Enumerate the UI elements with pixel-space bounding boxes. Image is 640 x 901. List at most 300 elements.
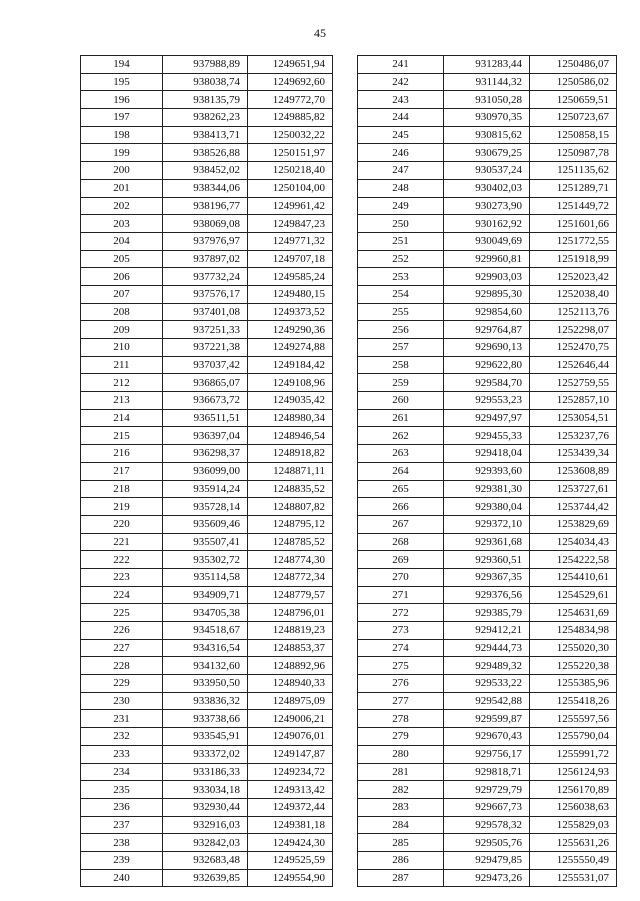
point-number-cell: 224 xyxy=(81,586,163,604)
x-coordinate-cell: 929533,22 xyxy=(444,675,530,693)
x-coordinate-cell: 929553,23 xyxy=(444,392,530,410)
y-coordinate-cell: 1254410,61 xyxy=(530,568,617,586)
table-row xyxy=(81,56,333,74)
x-coordinate-cell: 929542,88 xyxy=(444,692,530,710)
x-coordinate-cell: 930049,69 xyxy=(444,232,530,250)
x-coordinate-cell: 929380,04 xyxy=(444,498,530,516)
table-row xyxy=(358,604,617,622)
x-coordinate-cell: 934518,67 xyxy=(163,622,248,640)
y-coordinate-cell: 1249525,59 xyxy=(248,851,333,869)
y-coordinate-cell: 1249554,90 xyxy=(248,869,333,887)
x-coordinate-cell: 929393,60 xyxy=(444,462,530,480)
table-row xyxy=(358,409,617,427)
y-coordinate-cell: 1249707,18 xyxy=(248,250,333,268)
table-row xyxy=(358,657,617,675)
point-number-cell: 254 xyxy=(358,285,444,303)
x-coordinate-cell: 933545,91 xyxy=(163,728,248,746)
table-row xyxy=(358,781,617,799)
table-row xyxy=(358,586,617,604)
y-coordinate-cell: 1252298,07 xyxy=(530,321,617,339)
x-coordinate-cell: 930679,25 xyxy=(444,144,530,162)
x-coordinate-cell: 929385,79 xyxy=(444,604,530,622)
x-coordinate-cell: 933372,02 xyxy=(163,745,248,763)
table-row xyxy=(358,568,617,586)
x-coordinate-cell: 929497,97 xyxy=(444,409,530,427)
x-coordinate-cell: 929960,81 xyxy=(444,250,530,268)
y-coordinate-cell: 1248918,82 xyxy=(248,445,333,463)
x-coordinate-cell: 938038,74 xyxy=(163,73,248,91)
x-coordinate-cell: 930273,90 xyxy=(444,197,530,215)
point-number-cell: 195 xyxy=(81,73,163,91)
y-coordinate-cell: 1249885,82 xyxy=(248,109,333,127)
y-coordinate-cell: 1252470,75 xyxy=(530,339,617,357)
x-coordinate-cell: 934909,71 xyxy=(163,586,248,604)
table-row xyxy=(358,268,617,286)
x-coordinate-cell: 937988,89 xyxy=(163,56,248,74)
point-number-cell: 196 xyxy=(81,91,163,109)
x-coordinate-cell: 937251,33 xyxy=(163,321,248,339)
y-coordinate-cell: 1248871,11 xyxy=(248,462,333,480)
table-row xyxy=(81,409,333,427)
y-coordinate-cell: 1252646,44 xyxy=(530,356,617,374)
table-row xyxy=(81,816,333,834)
table-row xyxy=(81,91,333,109)
point-number-cell: 284 xyxy=(358,816,444,834)
point-number-cell: 213 xyxy=(81,392,163,410)
y-coordinate-cell: 1254834,98 xyxy=(530,622,617,640)
table-row xyxy=(358,480,617,498)
x-coordinate-cell: 932930,44 xyxy=(163,798,248,816)
point-number-cell: 197 xyxy=(81,109,163,127)
y-coordinate-cell: 1255631,26 xyxy=(530,834,617,852)
x-coordinate-cell: 929667,73 xyxy=(444,798,530,816)
x-coordinate-cell: 936099,00 xyxy=(163,462,248,480)
y-coordinate-cell: 1250987,78 xyxy=(530,144,617,162)
point-number-cell: 272 xyxy=(358,604,444,622)
table-row xyxy=(358,710,617,728)
table-row xyxy=(358,144,617,162)
x-coordinate-cell: 934316,54 xyxy=(163,639,248,657)
y-coordinate-cell: 1248892,96 xyxy=(248,657,333,675)
point-number-cell: 203 xyxy=(81,215,163,233)
point-number-cell: 200 xyxy=(81,162,163,180)
table-row xyxy=(358,321,617,339)
y-coordinate-cell: 1249184,42 xyxy=(248,356,333,374)
point-number-cell: 277 xyxy=(358,692,444,710)
table-row xyxy=(81,869,333,887)
point-number-cell: 214 xyxy=(81,409,163,427)
point-number-cell: 229 xyxy=(81,675,163,693)
point-number-cell: 235 xyxy=(81,781,163,799)
y-coordinate-cell: 1250486,07 xyxy=(530,56,617,74)
table-row xyxy=(81,162,333,180)
y-coordinate-cell: 1250723,67 xyxy=(530,109,617,127)
table-row xyxy=(358,356,617,374)
y-coordinate-cell: 1248853,37 xyxy=(248,639,333,657)
x-coordinate-cell: 929381,30 xyxy=(444,480,530,498)
x-coordinate-cell: 935114,58 xyxy=(163,568,248,586)
point-number-cell: 257 xyxy=(358,339,444,357)
point-number-cell: 207 xyxy=(81,285,163,303)
x-coordinate-cell: 929455,33 xyxy=(444,427,530,445)
y-coordinate-cell: 1250858,15 xyxy=(530,126,617,144)
y-coordinate-cell: 1248772,34 xyxy=(248,568,333,586)
x-coordinate-cell: 933950,50 xyxy=(163,675,248,693)
point-number-cell: 219 xyxy=(81,498,163,516)
table-row xyxy=(358,745,617,763)
x-coordinate-cell: 930815,62 xyxy=(444,126,530,144)
x-coordinate-cell: 937401,08 xyxy=(163,303,248,321)
y-coordinate-cell: 1248835,52 xyxy=(248,480,333,498)
table-row xyxy=(81,356,333,374)
table-row xyxy=(358,675,617,693)
point-number-cell: 221 xyxy=(81,533,163,551)
y-coordinate-cell: 1252038,40 xyxy=(530,285,617,303)
point-number-cell: 231 xyxy=(81,710,163,728)
point-number-cell: 267 xyxy=(358,515,444,533)
y-coordinate-cell: 1248774,30 xyxy=(248,551,333,569)
table-row xyxy=(81,763,333,781)
point-number-cell: 230 xyxy=(81,692,163,710)
point-number-cell: 271 xyxy=(358,586,444,604)
table-row xyxy=(358,728,617,746)
x-coordinate-cell: 929599,87 xyxy=(444,710,530,728)
table-row xyxy=(81,303,333,321)
table-row xyxy=(358,109,617,127)
table-row xyxy=(358,427,617,445)
table-row xyxy=(358,551,617,569)
x-coordinate-cell: 929895,30 xyxy=(444,285,530,303)
x-coordinate-cell: 937897,02 xyxy=(163,250,248,268)
table-row xyxy=(358,303,617,321)
point-number-cell: 220 xyxy=(81,515,163,533)
table-row xyxy=(358,498,617,516)
point-number-cell: 258 xyxy=(358,356,444,374)
x-coordinate-cell: 938413,71 xyxy=(163,126,248,144)
x-coordinate-cell: 933186,33 xyxy=(163,763,248,781)
table-row xyxy=(81,586,333,604)
y-coordinate-cell: 1255790,04 xyxy=(530,728,617,746)
x-coordinate-cell: 938196,77 xyxy=(163,197,248,215)
point-number-cell: 199 xyxy=(81,144,163,162)
table-row xyxy=(358,462,617,480)
point-number-cell: 283 xyxy=(358,798,444,816)
y-coordinate-cell: 1249076,01 xyxy=(248,728,333,746)
table-row xyxy=(81,710,333,728)
point-number-cell: 259 xyxy=(358,374,444,392)
point-number-cell: 225 xyxy=(81,604,163,622)
table-row xyxy=(81,126,333,144)
point-number-cell: 282 xyxy=(358,781,444,799)
table-row xyxy=(81,498,333,516)
x-coordinate-cell: 929818,71 xyxy=(444,763,530,781)
x-coordinate-cell: 930537,24 xyxy=(444,162,530,180)
x-coordinate-cell: 929854,60 xyxy=(444,303,530,321)
y-coordinate-cell: 1254034,43 xyxy=(530,533,617,551)
x-coordinate-cell: 938452,02 xyxy=(163,162,248,180)
x-coordinate-cell: 931283,44 xyxy=(444,56,530,74)
x-coordinate-cell: 937732,24 xyxy=(163,268,248,286)
point-number-cell: 233 xyxy=(81,745,163,763)
table-row xyxy=(81,197,333,215)
point-number-cell: 246 xyxy=(358,144,444,162)
y-coordinate-cell: 1248940,33 xyxy=(248,675,333,693)
table-row xyxy=(358,834,617,852)
coordinates-table-right xyxy=(357,55,617,887)
point-number-cell: 244 xyxy=(358,109,444,127)
x-coordinate-cell: 929376,56 xyxy=(444,586,530,604)
y-coordinate-cell: 1249692,60 xyxy=(248,73,333,91)
point-number-cell: 270 xyxy=(358,568,444,586)
y-coordinate-cell: 1251918,99 xyxy=(530,250,617,268)
table-row xyxy=(81,639,333,657)
y-coordinate-cell: 1248946,54 xyxy=(248,427,333,445)
y-coordinate-cell: 1250104,00 xyxy=(248,179,333,197)
y-coordinate-cell: 1249373,52 xyxy=(248,303,333,321)
table-row xyxy=(81,834,333,852)
point-number-cell: 201 xyxy=(81,179,163,197)
y-coordinate-cell: 1251289,71 xyxy=(530,179,617,197)
y-coordinate-cell: 1252023,42 xyxy=(530,268,617,286)
point-number-cell: 202 xyxy=(81,197,163,215)
point-number-cell: 262 xyxy=(358,427,444,445)
x-coordinate-cell: 929489,32 xyxy=(444,657,530,675)
point-number-cell: 247 xyxy=(358,162,444,180)
y-coordinate-cell: 1248795,12 xyxy=(248,515,333,533)
point-number-cell: 264 xyxy=(358,462,444,480)
point-number-cell: 286 xyxy=(358,851,444,869)
y-coordinate-cell: 1254222,58 xyxy=(530,551,617,569)
table-row xyxy=(81,781,333,799)
point-number-cell: 275 xyxy=(358,657,444,675)
table-row xyxy=(358,763,617,781)
point-number-cell: 217 xyxy=(81,462,163,480)
point-number-cell: 252 xyxy=(358,250,444,268)
y-coordinate-cell: 1249372,44 xyxy=(248,798,333,816)
point-number-cell: 253 xyxy=(358,268,444,286)
table-row xyxy=(81,179,333,197)
x-coordinate-cell: 929505,76 xyxy=(444,834,530,852)
x-coordinate-cell: 929444,73 xyxy=(444,639,530,657)
table-row xyxy=(81,109,333,127)
x-coordinate-cell: 931050,28 xyxy=(444,91,530,109)
point-number-cell: 276 xyxy=(358,675,444,693)
x-coordinate-cell: 936673,72 xyxy=(163,392,248,410)
point-number-cell: 249 xyxy=(358,197,444,215)
table-row xyxy=(81,392,333,410)
table-row xyxy=(358,445,617,463)
x-coordinate-cell: 936298,37 xyxy=(163,445,248,463)
y-coordinate-cell: 1252759,55 xyxy=(530,374,617,392)
y-coordinate-cell: 1249651,94 xyxy=(248,56,333,74)
x-coordinate-cell: 936397,04 xyxy=(163,427,248,445)
table-row xyxy=(358,91,617,109)
y-coordinate-cell: 1250586,02 xyxy=(530,73,617,91)
x-coordinate-cell: 938526,88 xyxy=(163,144,248,162)
table-row xyxy=(358,639,617,657)
point-number-cell: 278 xyxy=(358,710,444,728)
x-coordinate-cell: 929690,13 xyxy=(444,339,530,357)
y-coordinate-cell: 1253727,61 xyxy=(530,480,617,498)
table-row xyxy=(81,568,333,586)
table-row xyxy=(81,73,333,91)
coordinates-table-left xyxy=(80,55,333,887)
point-number-cell: 211 xyxy=(81,356,163,374)
table-row xyxy=(81,374,333,392)
point-number-cell: 279 xyxy=(358,728,444,746)
point-number-cell: 260 xyxy=(358,392,444,410)
y-coordinate-cell: 1249424,30 xyxy=(248,834,333,852)
table-row xyxy=(358,232,617,250)
x-coordinate-cell: 936511,51 xyxy=(163,409,248,427)
x-coordinate-cell: 935728,14 xyxy=(163,498,248,516)
point-number-cell: 241 xyxy=(358,56,444,74)
y-coordinate-cell: 1253054,51 xyxy=(530,409,617,427)
x-coordinate-cell: 937576,17 xyxy=(163,285,248,303)
point-number-cell: 198 xyxy=(81,126,163,144)
y-coordinate-cell: 1255020,30 xyxy=(530,639,617,657)
table-row xyxy=(81,551,333,569)
x-coordinate-cell: 929361,68 xyxy=(444,533,530,551)
x-coordinate-cell: 937976,97 xyxy=(163,232,248,250)
point-number-cell: 223 xyxy=(81,568,163,586)
y-coordinate-cell: 1249381,18 xyxy=(248,816,333,834)
point-number-cell: 266 xyxy=(358,498,444,516)
point-number-cell: 274 xyxy=(358,639,444,657)
point-number-cell: 236 xyxy=(81,798,163,816)
point-number-cell: 237 xyxy=(81,816,163,834)
y-coordinate-cell: 1253829,69 xyxy=(530,515,617,533)
table-row xyxy=(358,515,617,533)
x-coordinate-cell: 929670,43 xyxy=(444,728,530,746)
y-coordinate-cell: 1248796,01 xyxy=(248,604,333,622)
table-row xyxy=(358,126,617,144)
point-number-cell: 239 xyxy=(81,851,163,869)
table-row xyxy=(358,179,617,197)
table-row xyxy=(358,798,617,816)
table-row xyxy=(81,515,333,533)
point-number-cell: 240 xyxy=(81,869,163,887)
y-coordinate-cell: 1249274,88 xyxy=(248,339,333,357)
y-coordinate-cell: 1251135,62 xyxy=(530,162,617,180)
x-coordinate-cell: 929622,80 xyxy=(444,356,530,374)
point-number-cell: 216 xyxy=(81,445,163,463)
point-number-cell: 250 xyxy=(358,215,444,233)
table-row xyxy=(358,851,617,869)
x-coordinate-cell: 929584,70 xyxy=(444,374,530,392)
x-coordinate-cell: 930162,92 xyxy=(444,215,530,233)
table-row xyxy=(358,816,617,834)
point-number-cell: 226 xyxy=(81,622,163,640)
x-coordinate-cell: 932683,48 xyxy=(163,851,248,869)
point-number-cell: 204 xyxy=(81,232,163,250)
table-row xyxy=(358,285,617,303)
table-row xyxy=(81,321,333,339)
table-row xyxy=(81,285,333,303)
x-coordinate-cell: 929473,26 xyxy=(444,869,530,887)
y-coordinate-cell: 1256170,89 xyxy=(530,781,617,799)
table-row xyxy=(358,392,617,410)
table-row xyxy=(358,374,617,392)
y-coordinate-cell: 1248980,34 xyxy=(248,409,333,427)
x-coordinate-cell: 929729,79 xyxy=(444,781,530,799)
y-coordinate-cell: 1249108,96 xyxy=(248,374,333,392)
table-row xyxy=(81,215,333,233)
y-coordinate-cell: 1252857,10 xyxy=(530,392,617,410)
x-coordinate-cell: 929903,03 xyxy=(444,268,530,286)
point-number-cell: 243 xyxy=(358,91,444,109)
table-row xyxy=(81,462,333,480)
y-coordinate-cell: 1255829,03 xyxy=(530,816,617,834)
y-coordinate-cell: 1255531,07 xyxy=(530,869,617,887)
y-coordinate-cell: 1253237,76 xyxy=(530,427,617,445)
point-number-cell: 245 xyxy=(358,126,444,144)
y-coordinate-cell: 1251772,55 xyxy=(530,232,617,250)
point-number-cell: 209 xyxy=(81,321,163,339)
x-coordinate-cell: 937037,42 xyxy=(163,356,248,374)
x-coordinate-cell: 929418,04 xyxy=(444,445,530,463)
table-row xyxy=(81,657,333,675)
y-coordinate-cell: 1249847,23 xyxy=(248,215,333,233)
point-number-cell: 255 xyxy=(358,303,444,321)
table-row xyxy=(81,339,333,357)
x-coordinate-cell: 930402,03 xyxy=(444,179,530,197)
point-number-cell: 210 xyxy=(81,339,163,357)
x-coordinate-cell: 933034,18 xyxy=(163,781,248,799)
table-row xyxy=(81,728,333,746)
table-row xyxy=(81,232,333,250)
y-coordinate-cell: 1253744,42 xyxy=(530,498,617,516)
x-coordinate-cell: 935914,24 xyxy=(163,480,248,498)
y-coordinate-cell: 1254631,69 xyxy=(530,604,617,622)
point-number-cell: 194 xyxy=(81,56,163,74)
y-coordinate-cell: 1255550,49 xyxy=(530,851,617,869)
y-coordinate-cell: 1249035,42 xyxy=(248,392,333,410)
table-row xyxy=(81,445,333,463)
x-coordinate-cell: 933836,32 xyxy=(163,692,248,710)
y-coordinate-cell: 1248779,57 xyxy=(248,586,333,604)
table-row xyxy=(81,427,333,445)
point-number-cell: 212 xyxy=(81,374,163,392)
y-coordinate-cell: 1250218,40 xyxy=(248,162,333,180)
y-coordinate-cell: 1249234,72 xyxy=(248,763,333,781)
y-coordinate-cell: 1249480,15 xyxy=(248,285,333,303)
table-row xyxy=(81,250,333,268)
y-coordinate-cell: 1253608,89 xyxy=(530,462,617,480)
x-coordinate-cell: 938344,06 xyxy=(163,179,248,197)
y-coordinate-cell: 1249290,36 xyxy=(248,321,333,339)
x-coordinate-cell: 929479,85 xyxy=(444,851,530,869)
point-number-cell: 287 xyxy=(358,869,444,887)
table-row xyxy=(81,745,333,763)
table-row xyxy=(81,268,333,286)
point-number-cell: 242 xyxy=(358,73,444,91)
y-coordinate-cell: 1248807,82 xyxy=(248,498,333,516)
point-number-cell: 208 xyxy=(81,303,163,321)
x-coordinate-cell: 930970,35 xyxy=(444,109,530,127)
x-coordinate-cell: 938135,79 xyxy=(163,91,248,109)
table-row xyxy=(358,162,617,180)
y-coordinate-cell: 1249313,42 xyxy=(248,781,333,799)
y-coordinate-cell: 1256124,93 xyxy=(530,763,617,781)
point-number-cell: 227 xyxy=(81,639,163,657)
y-coordinate-cell: 1253439,34 xyxy=(530,445,617,463)
point-number-cell: 206 xyxy=(81,268,163,286)
x-coordinate-cell: 929372,10 xyxy=(444,515,530,533)
y-coordinate-cell: 1252113,76 xyxy=(530,303,617,321)
table-row xyxy=(358,215,617,233)
table-row xyxy=(358,197,617,215)
